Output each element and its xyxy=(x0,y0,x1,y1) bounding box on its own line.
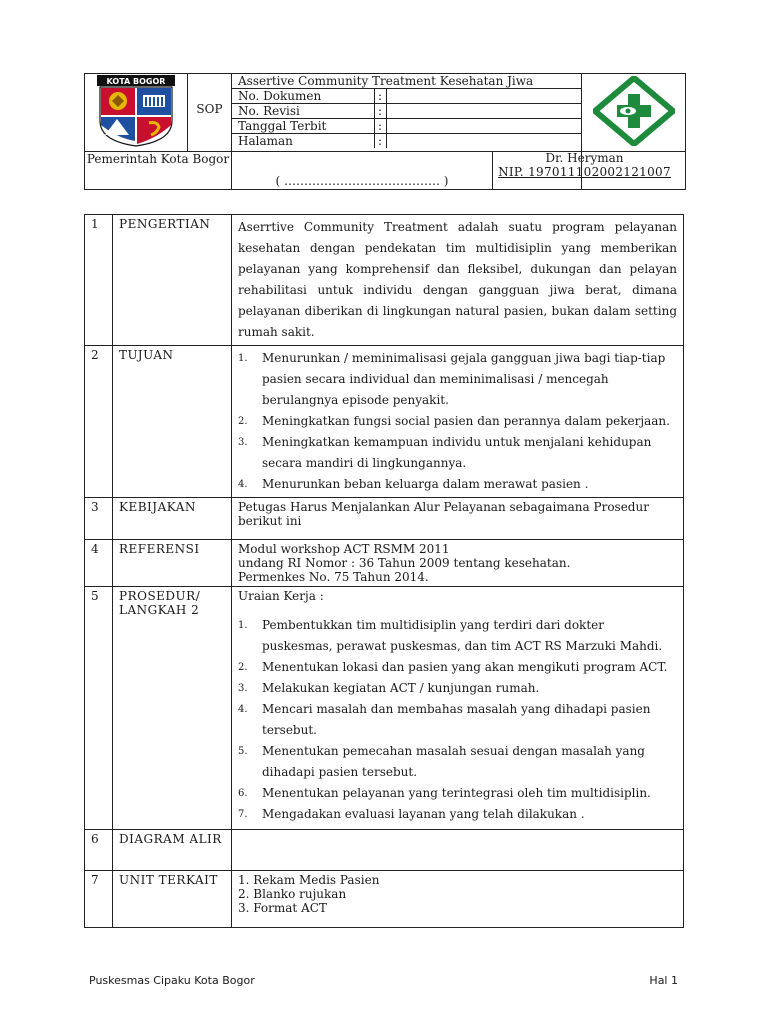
section-tujuan xyxy=(85,346,684,498)
section-unit-terkait xyxy=(85,871,684,928)
section-pengertian xyxy=(85,215,684,346)
referensi-line: Permenkes No. 75 Tahun 2014. xyxy=(238,570,429,584)
doc-meta-cell xyxy=(232,74,582,152)
list-item: 3. Meningkatkan kemampuan individu untuk menjalani kehidupan secara mandiri di lingkungannya. xyxy=(238,435,652,470)
meta-label: No. Dokumen xyxy=(232,89,374,104)
meta-sep: : xyxy=(374,89,386,104)
city-logo-cell xyxy=(85,74,188,152)
diagram-body xyxy=(232,830,684,871)
signer-nip: NIP. 197011102002121007 xyxy=(498,165,671,179)
sop-content-table xyxy=(84,214,684,928)
prosedur-list xyxy=(238,615,677,825)
document-header xyxy=(84,73,686,190)
section-label: UNIT TERKAIT xyxy=(113,871,232,928)
meta-value xyxy=(386,104,581,119)
puskesmas-logo-icon xyxy=(593,76,675,146)
section-number: 3 xyxy=(85,498,113,540)
pengertian-text: Aserrtive Community Treatment adalah suatu program pelayanan kesehatan dengan pendekatan tim multidisiplin yang memberikan pelayanan yang komprehensif dan fleksibel, dukungan dan pelayan rehabilitasi untuk individu dengan gangguan jiwa berat, dimana pelayanan diberikan di lingkungan natural pasien, bukan dalam setting rumah sakit. xyxy=(238,220,677,339)
meta-value xyxy=(386,134,581,149)
section-number: 1 xyxy=(85,215,113,346)
meta-row-halaman xyxy=(232,134,581,149)
section-label: TUJUAN xyxy=(113,346,232,498)
list-item: 3. Melakukan kegiatan ACT / kunjungan rumah. xyxy=(238,681,540,695)
puskesmas-logo-cell xyxy=(582,74,686,152)
signature-cell xyxy=(232,152,492,189)
signer-name: Dr. Heryman xyxy=(545,151,624,165)
list-item: 5. Menentukan pemecahan masalah sesuai dengan masalah yang dihadapi pasien tersebut. xyxy=(238,744,645,779)
section-label: REFERENSI xyxy=(113,540,232,587)
meta-sep: : xyxy=(374,104,386,119)
signer-spacer xyxy=(498,151,686,190)
doc-meta-table xyxy=(232,74,581,148)
unit-line: 1. Rekam Medis Pasien xyxy=(238,873,380,887)
meta-label: Halaman xyxy=(238,134,293,148)
list-item: 4. Menurunkan beban keluarga dalam merawat pasien . xyxy=(238,477,589,491)
doc-type: SOP xyxy=(196,102,223,116)
section-body xyxy=(232,215,684,346)
meta-row-tanggal-terbit xyxy=(232,119,581,134)
meta-row-no-revisi xyxy=(232,104,581,119)
referensi-line: Modul workshop ACT RSMM 2011 xyxy=(238,542,450,556)
meta-label: Tanggal Terbit xyxy=(232,119,374,134)
meta-sep: : xyxy=(374,134,386,149)
section-prosedur xyxy=(85,587,684,830)
section-number: 7 xyxy=(85,871,113,928)
section-body xyxy=(232,871,684,928)
list-item: 2. Menentukan lokasi dan pasien yang akan mengikuti program ACT. xyxy=(238,660,668,674)
section-number: 4 xyxy=(85,540,113,587)
org-cell xyxy=(85,152,232,190)
signer-block xyxy=(492,151,677,179)
list-item: 6. Menentukan pelayanan yang terintegrasi oleh tim multidisiplin. xyxy=(238,786,651,800)
kota-bogor-crest-icon xyxy=(97,75,175,147)
referensi-line: undang RI Nomor : 36 Tahun 2009 tentang kesehatan. xyxy=(238,556,571,570)
section-number: 2 xyxy=(85,346,113,498)
section-label: DIAGRAM ALIR xyxy=(113,830,232,871)
footer-page-number: Hal 1 xyxy=(649,974,678,987)
kebijakan-text: Petugas Harus Menjalankan Alur Pelayanan sebagaimana Prosedur berikut ini xyxy=(232,498,684,540)
section-label: KEBIJAKAN xyxy=(113,498,232,540)
meta-value xyxy=(386,119,581,134)
section-number: 6 xyxy=(85,830,113,871)
section-number: 5 xyxy=(85,587,113,830)
meta-label: No. Revisi xyxy=(232,104,374,119)
list-item: 4. Mencari masalah dan membahas masalah yang dihadapi pasien tersebut. xyxy=(238,702,651,737)
list-item: 2. Meningkatkan fungsi social pasien dan perannya dalam pekerjaan. xyxy=(238,414,670,428)
unit-line: 3. Format ACT xyxy=(238,901,327,915)
unit-line: 2. Blanko rujukan xyxy=(238,887,347,901)
list-item: 1. Pembentukkan tim multidisiplin yang terdiri dari dokter puskesmas, perawat puskesmas, dan tim ACT RS Marzuki Mahdi. xyxy=(238,618,663,653)
section-label: PENGERTIAN xyxy=(113,215,232,346)
section-label: PROSEDUR/ LANGKAH 2 xyxy=(113,587,232,830)
tujuan-list xyxy=(238,348,677,495)
svg-text:KOTA BOGOR: KOTA BOGOR xyxy=(106,77,166,86)
doc-title: Assertive Community Treatment Kesehatan Jiwa xyxy=(232,74,581,89)
doc-type-cell xyxy=(188,74,232,152)
list-item: 7. Mengadakan evaluasi layanan yang telah dilakukan . xyxy=(238,807,585,821)
meta-sep: : xyxy=(374,119,386,134)
meta-value xyxy=(386,89,581,104)
section-referensi xyxy=(85,540,684,587)
meta-row-no-dokumen xyxy=(232,89,581,104)
prosedur-intro: Uraian Kerja : xyxy=(238,589,324,603)
section-body xyxy=(232,587,684,830)
section-kebijakan xyxy=(85,498,684,540)
section-diagram-alir xyxy=(85,830,684,871)
footer-left: Puskesmas Cipaku Kota Bogor xyxy=(89,974,255,987)
list-item: 1. Menurunkan / meminimalisasi gejala gangguan jiwa bagi tiap-tiap pasien secara individual dan meminimalisasi / mencegah berulangnya episode penyakit. xyxy=(238,351,666,407)
section-body xyxy=(232,346,684,498)
section-body xyxy=(232,540,684,587)
org-name: Pemerintah Kota Bogor xyxy=(86,152,230,166)
signature-line: ( ………………………………… ) xyxy=(275,174,449,188)
